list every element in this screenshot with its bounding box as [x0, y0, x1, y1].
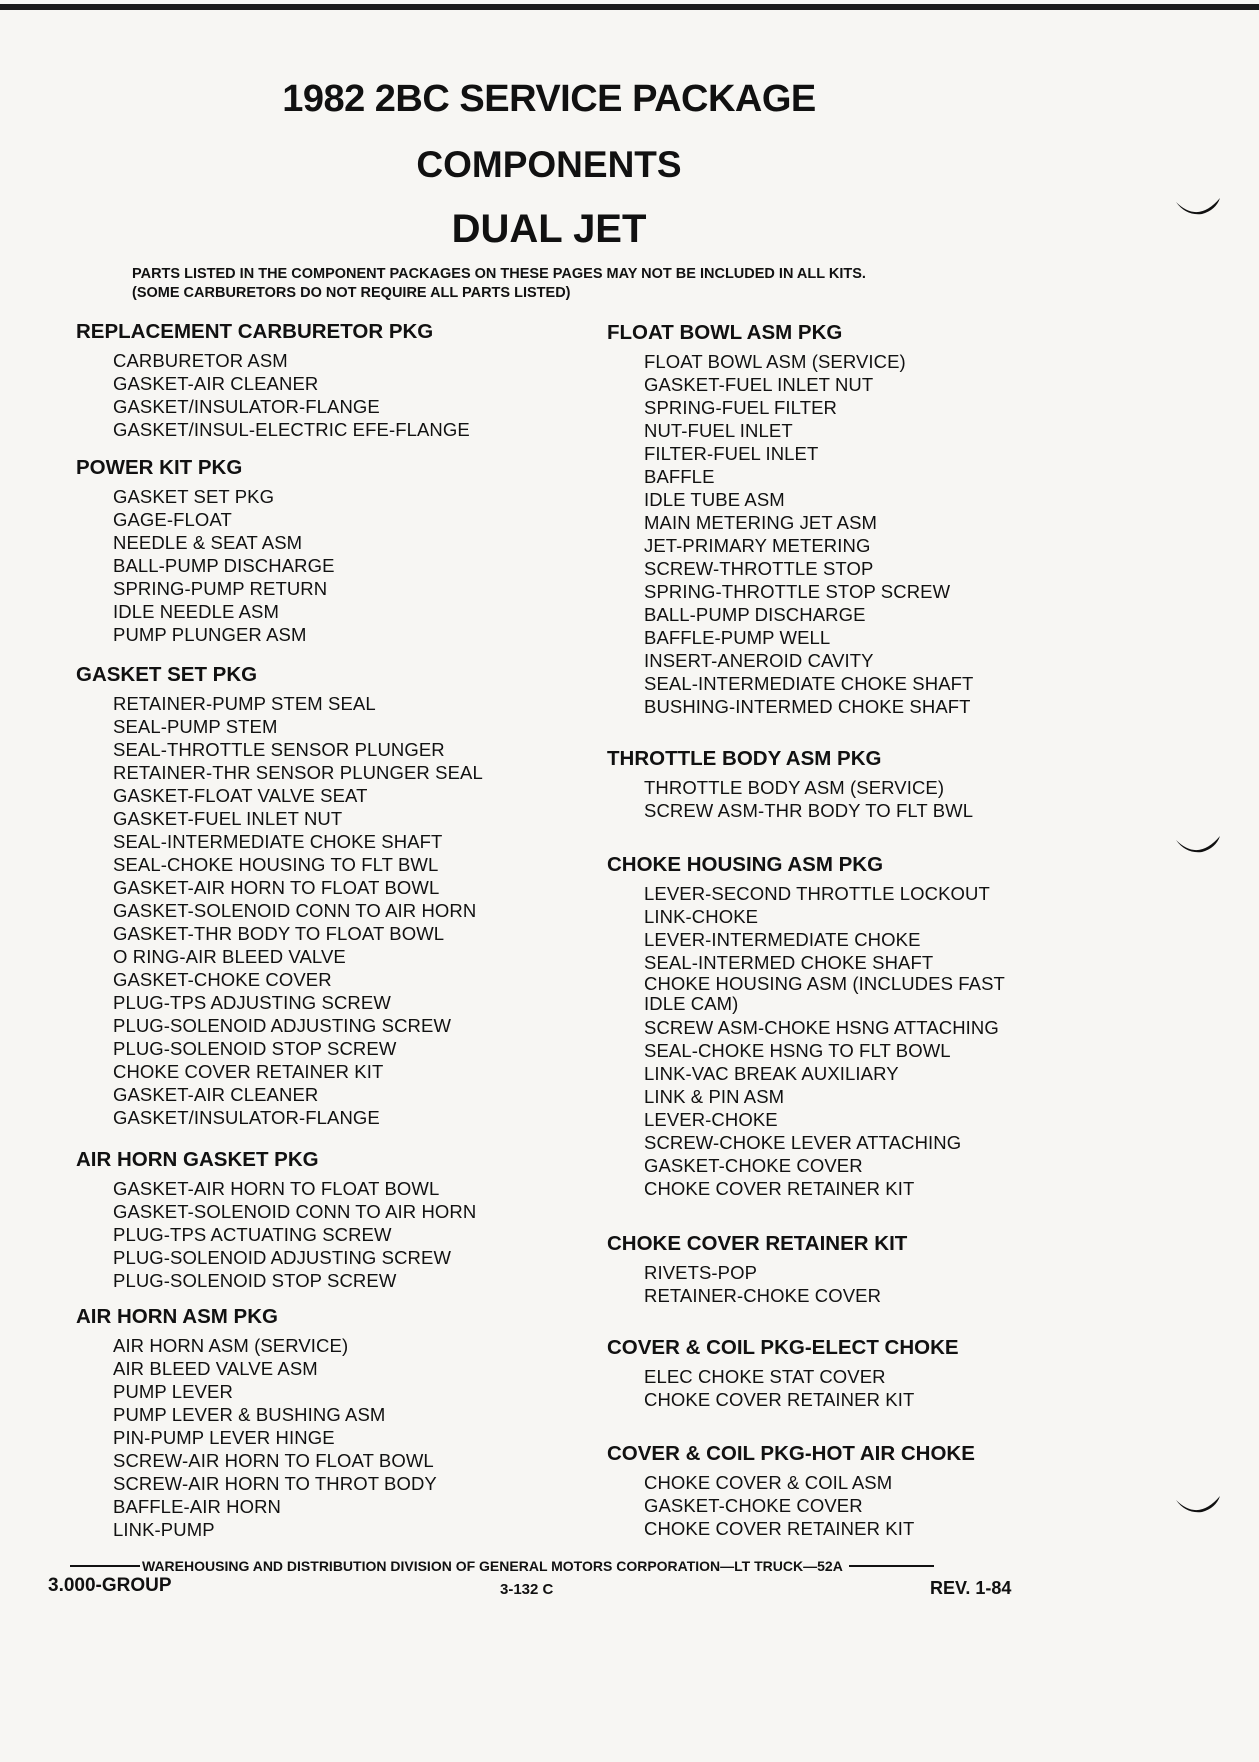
section-gasket-set-pkg: [76, 663, 483, 1129]
list-item: PLUG-TPS ADJUSTING SCREW: [113, 992, 391, 1013]
list-item: PUMP LEVER & BUSHING ASM: [113, 1404, 386, 1425]
list-item: FILTER-FUEL INLET: [644, 443, 819, 464]
section-power-kit-pkg: [76, 456, 335, 646]
list-item: GASKET/INSUL-ELECTRIC EFE-FLANGE: [113, 419, 470, 440]
list-item: GASKET-FUEL INLET NUT: [644, 374, 874, 395]
item-list: [113, 1177, 476, 1292]
item-list: [113, 349, 470, 441]
list-item: BALL-PUMP DISCHARGE: [113, 555, 335, 576]
list-item: GASKET-SOLENOID CONN TO AIR HORN: [113, 1201, 477, 1222]
section-title: FLOAT BOWL ASM PKG: [607, 321, 843, 344]
list-item: SCREW-CHOKE LEVER ATTACHING: [644, 1132, 962, 1153]
list-item: SPRING-FUEL FILTER: [644, 397, 837, 418]
list-item: PLUG-SOLENOID ADJUSTING SCREW: [113, 1015, 452, 1036]
list-item: BAFFLE: [644, 466, 715, 487]
page-title: 1982 2BC SERVICE PACKAGE: [282, 78, 816, 120]
page-subtitle-dual-jet: DUAL JET: [451, 207, 647, 251]
list-item: GASKET-AIR CLEANER: [113, 373, 319, 394]
section-replacement-carburetor-pkg: [76, 320, 470, 441]
section-title: COVER & COIL PKG-ELECT CHOKE: [607, 1336, 959, 1359]
list-item: SEAL-INTERMED CHOKE SHAFT: [644, 952, 934, 973]
top-rule: [0, 4, 1259, 10]
list-item: LEVER-SECOND THROTTLE LOCKOUT: [644, 883, 990, 904]
list-item: GASKET-CHOKE COVER: [113, 969, 332, 990]
list-item: SPRING-THROTTLE STOP SCREW: [644, 581, 951, 602]
list-item: SEAL-INTERMEDIATE CHOKE SHAFT: [644, 673, 974, 694]
list-item: NEEDLE & SEAT ASM: [113, 532, 303, 553]
list-item: LINK-PUMP: [113, 1519, 215, 1540]
list-item: LEVER-INTERMEDIATE CHOKE: [644, 929, 921, 950]
item-list: [644, 1471, 975, 1540]
section-title: REPLACEMENT CARBURETOR PKG: [76, 320, 434, 343]
page-subtitle: COMPONENTS: [416, 144, 682, 185]
item-list: [644, 776, 973, 822]
list-item: GASKET-CHOKE COVER: [644, 1495, 863, 1516]
section-choke-cover-retainer-kit: [607, 1232, 907, 1307]
list-item: THROTTLE BODY ASM (SERVICE): [644, 777, 945, 798]
section-choke-housing-asm-pkg: [607, 853, 1024, 1200]
list-item: SPRING-PUMP RETURN: [113, 578, 328, 599]
list-item: GASKET-THR BODY TO FLOAT BOWL: [113, 923, 445, 944]
list-item: GASKET-AIR CLEANER: [113, 1084, 319, 1105]
list-item: ELEC CHOKE STAT COVER: [644, 1366, 886, 1387]
list-item: GASKET-AIR HORN TO FLOAT BOWL: [113, 1178, 440, 1199]
item-list: [644, 1261, 907, 1307]
list-item: CHOKE COVER & COIL ASM: [644, 1472, 893, 1493]
section-cover-coil-elect-choke: [607, 1336, 959, 1411]
binder-hole-icon: [1172, 180, 1224, 222]
list-item: SCREW ASM-THR BODY TO FLT BWL: [644, 800, 974, 821]
section-title: CHOKE HOUSING ASM PKG: [607, 853, 884, 876]
list-item: IDLE NEEDLE ASM: [113, 601, 280, 622]
list-item: SEAL-THROTTLE SENSOR PLUNGER: [113, 739, 445, 760]
list-item: RETAINER-PUMP STEM SEAL: [113, 693, 376, 714]
section-title: GASKET SET PKG: [76, 663, 258, 686]
list-item: BAFFLE-AIR HORN: [113, 1496, 282, 1517]
section-air-horn-gasket-pkg: [76, 1148, 476, 1292]
section-title: AIR HORN GASKET PKG: [76, 1148, 319, 1171]
list-item: IDLE TUBE ASM: [644, 489, 785, 510]
list-item: PLUG-SOLENOID ADJUSTING SCREW: [113, 1247, 452, 1268]
list-item: GASKET/INSULATOR-FLANGE: [113, 396, 380, 417]
list-item: BALL-PUMP DISCHARGE: [644, 604, 866, 625]
list-item: AIR HORN ASM (SERVICE): [113, 1335, 349, 1356]
list-item: RIVETS-POP: [644, 1262, 758, 1283]
list-item: GASKET-AIR HORN TO FLOAT BOWL: [113, 877, 440, 898]
list-item: CHOKE HOUSING ASM (INCLUDES FAST IDLE CAM): [644, 973, 1005, 1014]
list-item: JET-PRIMARY METERING: [644, 535, 871, 556]
list-item: SCREW-THROTTLE STOP: [644, 558, 874, 579]
list-item: GASKET-FLOAT VALVE SEAT: [113, 785, 368, 806]
section-air-horn-asm-pkg: [76, 1305, 437, 1541]
footer-revision: REV. 1-84: [930, 1578, 1012, 1598]
list-item: BUSHING-INTERMED CHOKE SHAFT: [644, 696, 971, 717]
section-title: AIR HORN ASM PKG: [76, 1305, 278, 1328]
list-item: SEAL-CHOKE HOUSING TO FLT BWL: [113, 854, 439, 875]
list-item: LEVER-CHOKE: [644, 1109, 778, 1130]
item-list: [113, 485, 335, 646]
section-throttle-body-asm-pkg: [607, 747, 973, 822]
section-cover-coil-hot-air-choke: [607, 1442, 975, 1540]
list-item: CHOKE COVER RETAINER KIT: [644, 1389, 915, 1410]
list-item: SCREW ASM-CHOKE HSNG ATTACHING: [644, 1017, 999, 1038]
item-list: [113, 692, 483, 1129]
footer-text: WAREHOUSING AND DISTRIBUTION DIVISION OF GENERAL MOTORS CORPORATION—LT TRUCK—52A: [142, 1558, 843, 1574]
list-item: PLUG-TPS ACTUATING SCREW: [113, 1224, 392, 1245]
item-list: [644, 882, 1024, 1200]
binder-hole-icon: [1172, 818, 1224, 860]
list-item: PLUG-SOLENOID STOP SCREW: [113, 1270, 397, 1291]
footer-page-number: 3-132 C: [500, 1581, 554, 1598]
list-item: RETAINER-CHOKE COVER: [644, 1285, 882, 1306]
list-item: PUMP LEVER: [113, 1381, 233, 1402]
list-item: PLUG-SOLENOID STOP SCREW: [113, 1038, 397, 1059]
list-item: MAIN METERING JET ASM: [644, 512, 878, 533]
list-item: GASKET SET PKG: [113, 486, 275, 507]
section-title: COVER & COIL PKG-HOT AIR CHOKE: [607, 1442, 975, 1465]
list-item: INSERT-ANEROID CAVITY: [644, 650, 874, 671]
list-item: SCREW-AIR HORN TO THROT BODY: [113, 1473, 437, 1494]
list-item: NUT-FUEL INLET: [644, 420, 793, 441]
section-float-bowl-asm-pkg: [607, 321, 973, 718]
item-list: [113, 1334, 437, 1541]
list-item: BAFFLE-PUMP WELL: [644, 627, 831, 648]
list-item: FLOAT BOWL ASM (SERVICE): [644, 351, 906, 372]
item-list: [644, 1365, 959, 1411]
list-item: GASKET/INSULATOR-FLANGE: [113, 1107, 380, 1128]
list-item: LINK & PIN ASM: [644, 1086, 785, 1107]
list-item: SEAL-CHOKE HSNG TO FLT BOWL: [644, 1040, 951, 1061]
list-item: GASKET-CHOKE COVER: [644, 1155, 863, 1176]
list-item: CHOKE COVER RETAINER KIT: [644, 1518, 915, 1539]
list-item: GASKET-SOLENOID CONN TO AIR HORN: [113, 900, 477, 921]
notice-line-1: PARTS LISTED IN THE COMPONENT PACKAGES ON THESE PAGES MAY NOT BE INCLUDED IN ALL KITS.: [132, 266, 866, 282]
list-item: LINK-CHOKE: [644, 906, 759, 927]
list-item: PUMP PLUNGER ASM: [113, 624, 307, 645]
list-item: SEAL-INTERMEDIATE CHOKE SHAFT: [113, 831, 443, 852]
list-item: CHOKE COVER RETAINER KIT: [113, 1061, 384, 1082]
list-item: GASKET-FUEL INLET NUT: [113, 808, 343, 829]
item-list: [644, 350, 973, 718]
list-item: LINK-VAC BREAK AUXILIARY: [644, 1063, 899, 1084]
list-item: SEAL-PUMP STEM: [113, 716, 278, 737]
list-item: CARBURETOR ASM: [113, 350, 288, 371]
footer-dash-right: [849, 1565, 934, 1567]
list-item: PIN-PUMP LEVER HINGE: [113, 1427, 335, 1448]
list-item: AIR BLEED VALVE ASM: [113, 1358, 318, 1379]
list-item: O RING-AIR BLEED VALVE: [113, 946, 346, 967]
section-title: CHOKE COVER RETAINER KIT: [607, 1232, 908, 1255]
list-item: GAGE-FLOAT: [113, 509, 232, 530]
notice: [132, 265, 866, 303]
section-title: THROTTLE BODY ASM PKG: [607, 747, 882, 770]
list-item: SCREW-AIR HORN TO FLOAT BOWL: [113, 1450, 434, 1471]
list-item: RETAINER-THR SENSOR PLUNGER SEAL: [113, 762, 483, 783]
list-item: CHOKE COVER RETAINER KIT: [644, 1178, 915, 1199]
footer-group: 3.000-GROUP: [48, 1575, 172, 1596]
notice-line-2: (SOME CARBURETORS DO NOT REQUIRE ALL PARTS LISTED): [132, 285, 571, 301]
footer-line: [70, 1558, 1025, 1574]
footer-dash-left: [70, 1565, 140, 1567]
binder-hole-icon: [1172, 1478, 1224, 1520]
section-title: POWER KIT PKG: [76, 456, 243, 479]
